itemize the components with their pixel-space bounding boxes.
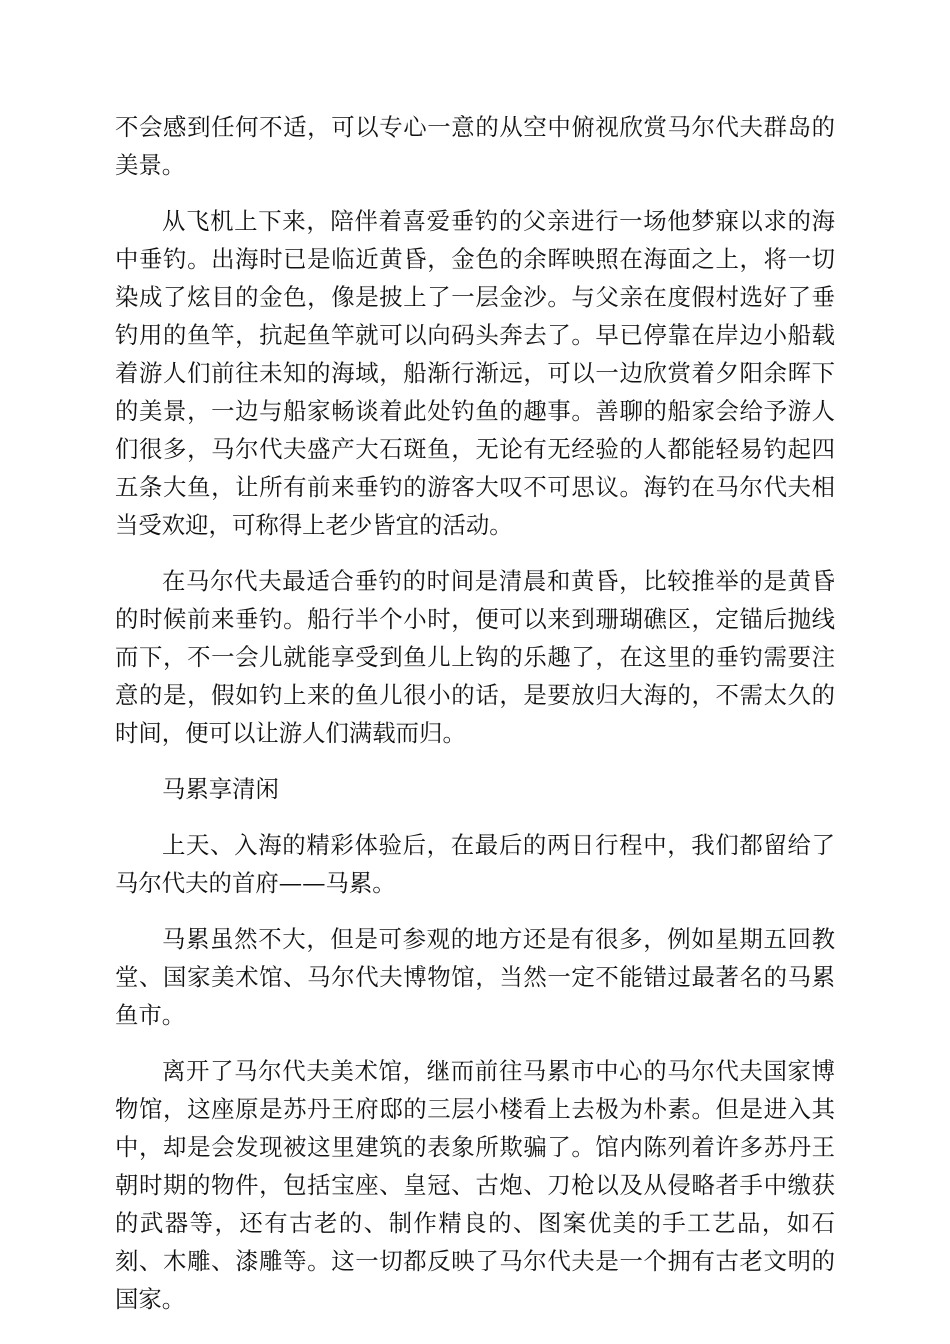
document-body bbox=[115, 108, 835, 1336]
section-heading-male: 马累享清闲 bbox=[162, 775, 279, 803]
paragraph-male-sights: 马累虽然不大，但是可参观的地方还是有很多，例如星期五回教堂、国家美术馆、马尔代夫博物馆，当然一定不能错过最著名的马累鱼市。 bbox=[115, 925, 835, 1029]
paragraph-sea-fishing: 从飞机上下来，陪伴着喜爱垂钓的父亲进行一场他梦寐以求的海中垂钓。出海时已是临近黄昏，金色的余晖映照在海面之上，将一切染成了炫目的金色，像是披上了一层金沙。与父亲在度假村选好了垂钓用的鱼竿，抗起鱼竿就可以向码头奔去了。早已停靠在岸边小船载着游人们前往未知的海域，船渐行渐远，可以一边欣赏着夕阳余晖下的美景，一边与船家畅谈着此处钓鱼的趣事。善聊的船家会给予游人们很多，马尔代夫盛产大石斑鱼，无论有无经验的人都能轻易钓起四五条大鱼，让所有前来垂钓的游客大叹不可思议。海钓在马尔代夫相当受欢迎，可称得上老少皆宜的活动。 bbox=[115, 207, 835, 539]
paragraph-national-museum: 离开了马尔代夫美术馆，继而前往马累市中心的马尔代夫国家博物馆，这座原是苏丹王府邸的三层小楼看上去极为朴素。但是进入其中，却是会发现被这里建筑的表象所欺骗了。馆内陈列着许多苏丹王朝时期的物件，包括宝座、皇冠、古炮、刀枪以及从侵略者手中缴获的武器等，还有古老的、制作精良的、图案优美的手工艺品，如石刻、木雕、漆雕等。这一切都反映了马尔代夫是一个拥有古老文明的国家。 bbox=[115, 1057, 835, 1313]
paragraph-continued: 不会感到任何不适，可以专心一意的从空中俯视欣赏马尔代夫群岛的美景。 bbox=[115, 113, 835, 179]
paragraph-capital-intro: 上天、入海的精彩体验后，在最后的两日行程中，我们都留给了马尔代夫的首府——马累。 bbox=[115, 831, 835, 897]
paragraph-fishing-time: 在马尔代夫最适合垂钓的时间是清晨和黄昏，比较推举的是黄昏的时候前来垂钓。船行半个小时，便可以来到珊瑚礁区，定锚后抛线而下，不一会儿就能享受到鱼儿上钩的乐趣了，在这里的垂钓需要注意的是，假如钓上来的鱼儿很小的话，是要放归大海的，不需太久的时间，便可以让游人们满载而归。 bbox=[115, 567, 835, 747]
